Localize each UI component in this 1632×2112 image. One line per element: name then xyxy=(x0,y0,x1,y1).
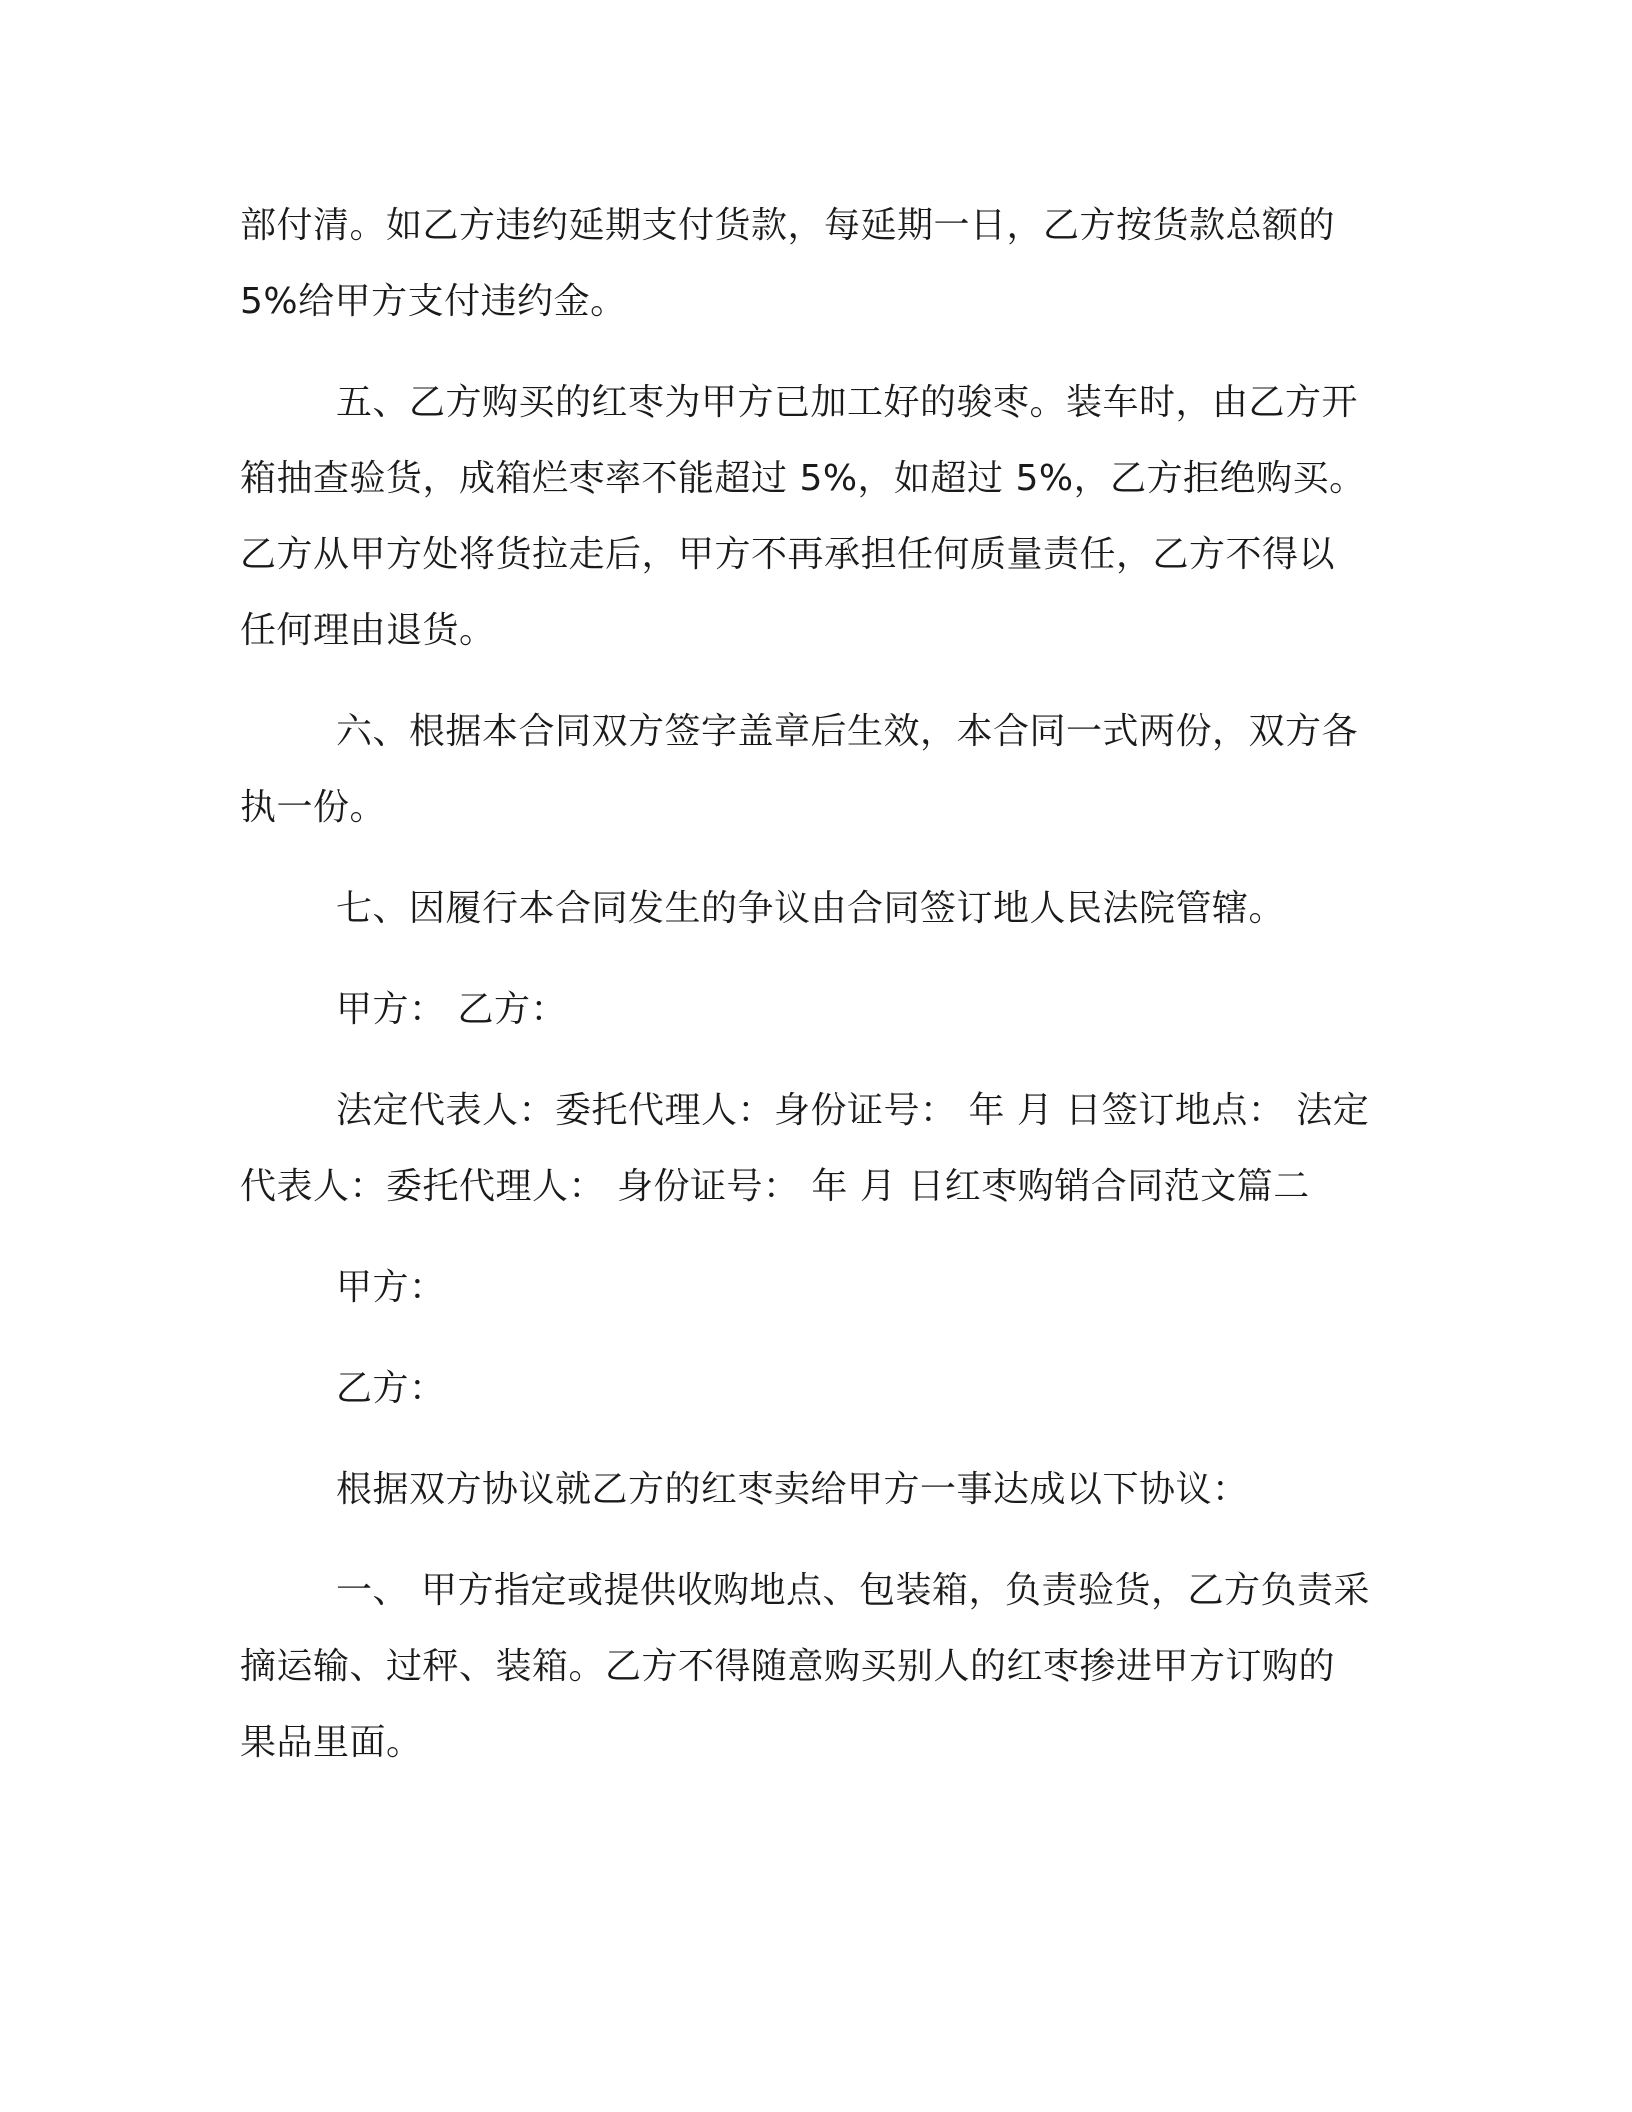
text-line: 箱抽查验货，成箱烂枣率不能超过 5%，如超过 5%，乙方拒绝购买。 xyxy=(240,458,1366,499)
document-body xyxy=(240,188,1380,1806)
paragraph-party-b xyxy=(240,1351,1380,1427)
paragraph-agreement-intro xyxy=(240,1452,1380,1528)
paragraph-parties xyxy=(240,972,1380,1048)
paragraph-payment-terms-continued xyxy=(240,188,1380,340)
text-line: 代表人：委托代理人： 身份证号： 年 月 日红枣购销合同范文篇二 xyxy=(240,1166,1310,1207)
text-line: 一、 甲方指定或提供收购地点、包装箱，负责验货，乙方负责采 xyxy=(336,1570,1370,1611)
text-line: 根据双方协议就乙方的红枣卖给甲方一事达成以下协议： xyxy=(336,1469,1249,1510)
paragraph-clause-7 xyxy=(240,871,1380,947)
text-line: 五、乙方购买的红枣为甲方已加工好的骏枣。装车时，由乙方开 xyxy=(336,382,1359,423)
paragraph-party-a xyxy=(240,1250,1380,1326)
text-line: 5%给甲方支付违约金。 xyxy=(240,281,627,322)
text-line: 甲方： xyxy=(336,1267,446,1308)
text-line: 乙方从甲方处将货拉走后，甲方不再承担任何质量责任，乙方不得以 xyxy=(240,534,1336,575)
paragraph-signatures xyxy=(240,1073,1380,1225)
text-line: 任何理由退货。 xyxy=(240,610,496,651)
paragraph-clause-1 xyxy=(240,1553,1380,1781)
paragraph-clause-6 xyxy=(240,694,1380,846)
text-line: 乙方： xyxy=(336,1368,446,1409)
text-line: 果品里面。 xyxy=(240,1722,423,1763)
text-line: 摘运输、过秤、装箱。乙方不得随意购买别人的红枣掺进甲方订购的 xyxy=(240,1646,1336,1687)
text-line: 执一份。 xyxy=(240,787,387,828)
text-line: 六、根据本合同双方签字盖章后生效，本合同一式两份，双方各 xyxy=(336,711,1359,752)
paragraph-clause-5 xyxy=(240,365,1380,669)
text-line: 甲方： 乙方： xyxy=(336,989,567,1030)
text-line: 七、因履行本合同发生的争议由合同签订地人民法院管辖。 xyxy=(336,888,1286,929)
text-line: 法定代表人：委托代理人：身份证号： 年 月 日签订地点： 法定 xyxy=(336,1090,1370,1131)
text-line: 部付清。如乙方违约延期支付货款，每延期一日，乙方按货款总额的 xyxy=(240,205,1336,246)
